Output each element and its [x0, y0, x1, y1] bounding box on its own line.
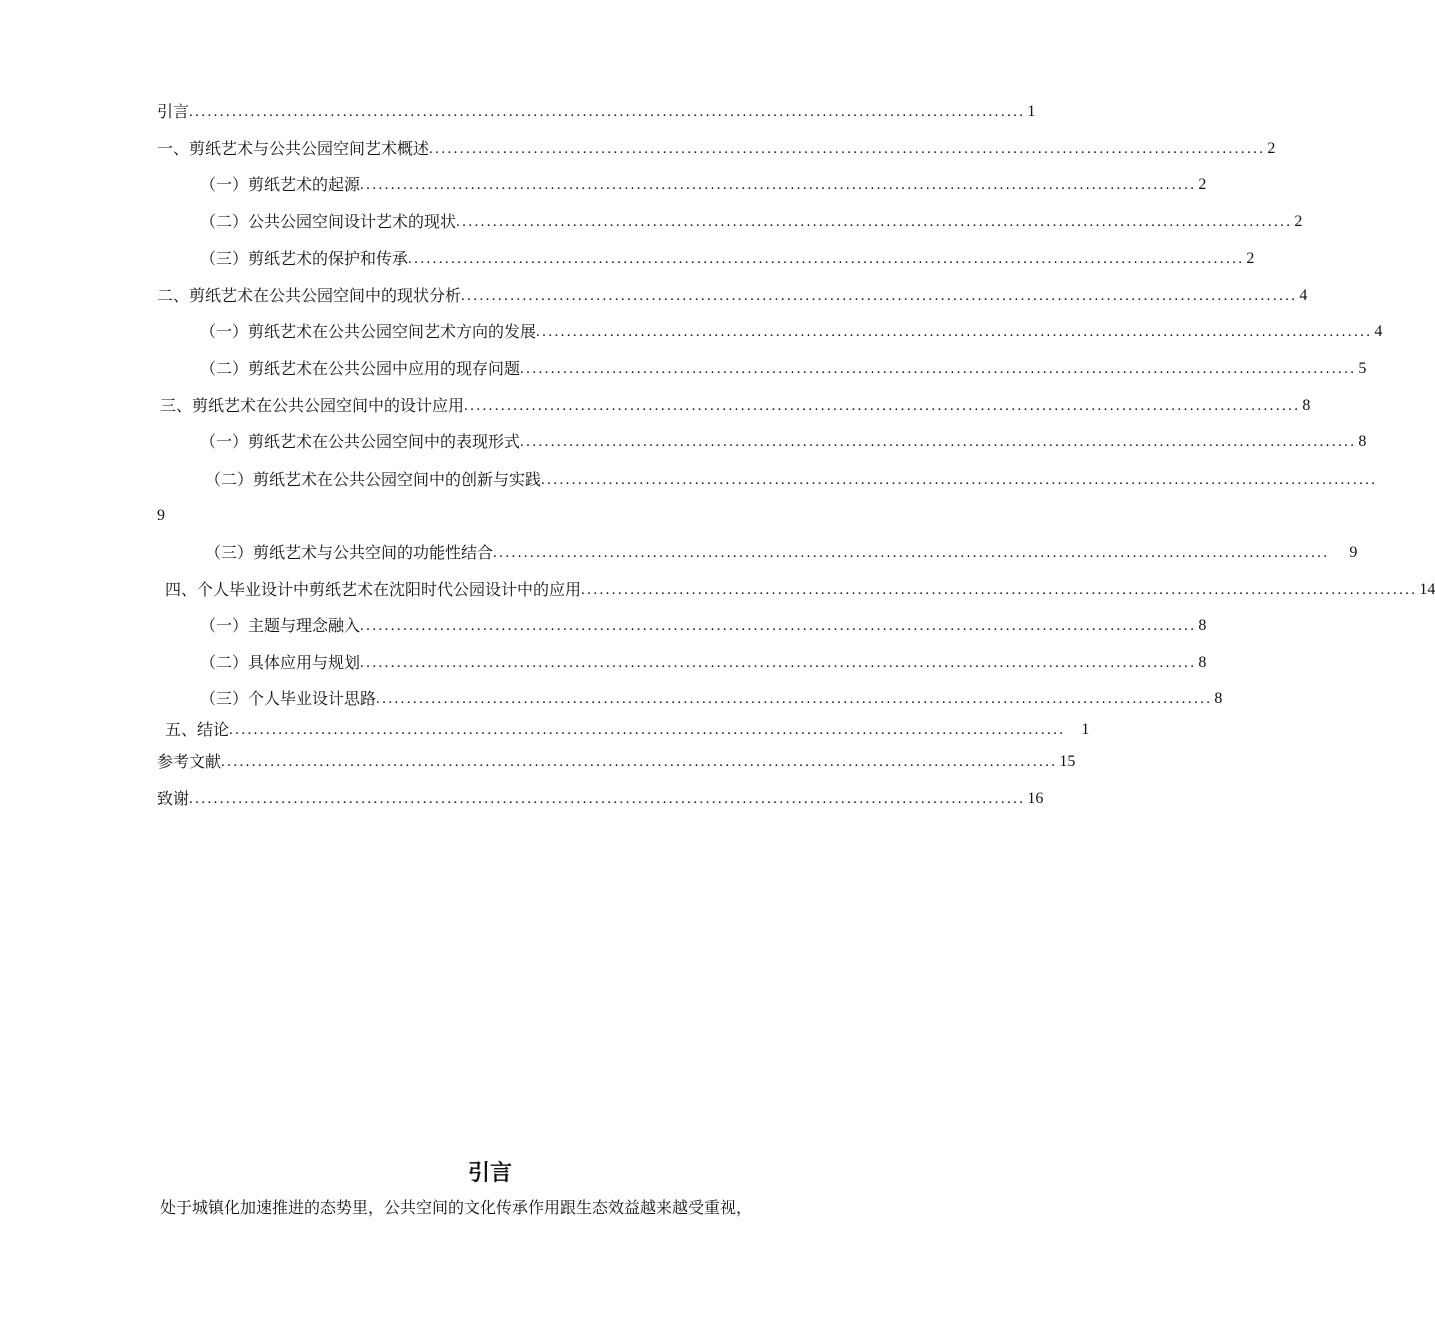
- toc-entry-title: 致谢: [157, 789, 190, 808]
- toc-entry-page: 8: [1198, 654, 1207, 671]
- toc-entry[interactable]: [200, 171, 1207, 195]
- intro-paragraph: 处于城镇化加速推进的态势里，公共空间的文化传承作用跟生态效益越来越受重视，: [160, 1198, 753, 1217]
- toc-leader-dots: ........................................................................................................................................: [376, 691, 1213, 707]
- toc-entry[interactable]: [157, 748, 1076, 772]
- toc-entry[interactable]: [157, 282, 1308, 306]
- toc-entry[interactable]: [165, 576, 1435, 600]
- toc-entry-page: 5: [1358, 360, 1367, 377]
- toc-entry[interactable]: [157, 135, 1276, 159]
- toc-entry-page: 8: [1214, 690, 1223, 707]
- toc-entry-title: （二）剪纸艺术在公共公园中应用的现存问题: [200, 359, 521, 378]
- toc-entry[interactable]: [205, 539, 1358, 563]
- toc-entry-title: （三）个人毕业设计思路: [200, 689, 377, 708]
- toc-entry[interactable]: [200, 649, 1207, 673]
- toc-entry-title: （一）主题与理念融入: [200, 616, 361, 635]
- toc-leader-dots: ........................................................................................................................................: [360, 177, 1197, 193]
- toc-leader-dots: ........................................................................................................................................: [429, 141, 1266, 157]
- toc-leader-dots: ........................................................................................................................................: [520, 434, 1357, 450]
- toc-entry-page: 1: [1027, 103, 1036, 120]
- toc-leader-dots: ........................................................................................................................................: [456, 214, 1293, 230]
- toc-leader-dots: ........................................................................................................................................: [493, 545, 1330, 561]
- intro-heading: 引言: [467, 1161, 512, 1186]
- toc-entry[interactable]: [157, 785, 1044, 809]
- toc-entry-title: （三）剪纸艺术与公共空间的功能性结合: [205, 543, 494, 562]
- toc-entry-page: 4: [1299, 287, 1308, 304]
- toc-entry-page: 15: [1059, 753, 1076, 770]
- toc-entry-title: （一）剪纸艺术在公共公园空间艺术方向的发展: [200, 322, 537, 341]
- toc-leader-dots: ........................................................................................................................................: [189, 104, 1026, 120]
- toc-leader-dots: ........................................................................................................................................: [541, 472, 1378, 488]
- toc-entry[interactable]: [165, 716, 1090, 740]
- toc-leader-dots: ........................................................................................................................................: [536, 324, 1373, 340]
- toc-leader-dots: ........................................................................................................................................: [189, 791, 1026, 807]
- toc-entry-page: 8: [1198, 617, 1207, 634]
- toc-entry[interactable]: [205, 466, 1378, 490]
- toc-leader-dots: ........................................................................................................................................: [581, 582, 1418, 598]
- toc-leader-dots: ........................................................................................................................................: [464, 398, 1301, 414]
- toc-entry-page: 2: [1246, 250, 1255, 267]
- toc-entry-page: 2: [1267, 140, 1276, 157]
- toc-entry-title: 一、剪纸艺术与公共公园空间艺术概述: [157, 139, 430, 158]
- toc-entry-page: 1: [1081, 721, 1090, 738]
- toc-entry-page: 9: [1349, 544, 1358, 561]
- toc-entry-title: （二）剪纸艺术在公共公园空间中的创新与实践: [205, 470, 542, 489]
- toc-entry-title: 三、剪纸艺术在公共公园空间中的设计应用: [160, 396, 465, 415]
- toc-leader-dots: ........................................................................................................................................: [360, 618, 1197, 634]
- toc-entry-page: 2: [1294, 213, 1303, 230]
- toc-entry-page: 8: [1358, 433, 1367, 450]
- toc-entry[interactable]: [200, 685, 1223, 709]
- toc-entry[interactable]: [160, 392, 1311, 416]
- toc-entry-title: （三）剪纸艺术的保护和传承: [200, 249, 409, 268]
- toc-entry[interactable]: [200, 428, 1367, 452]
- toc-leader-dots: ........................................................................................................................................: [520, 361, 1357, 377]
- toc-entry-title: （二）公共公园空间设计艺术的现状: [200, 212, 457, 231]
- toc-entry-title: 四、个人毕业设计中剪纸艺术在沈阳时代公园设计中的应用: [165, 580, 582, 599]
- toc-entry-page: 14: [1419, 581, 1435, 598]
- toc-leader-dots: ........................................................................................................................................: [229, 722, 1066, 738]
- toc-entry-title: 二、剪纸艺术在公共公园空间中的现状分析: [157, 286, 462, 305]
- toc-entry[interactable]: [200, 318, 1383, 342]
- toc-leader-dots: ........................................................................................................................................: [461, 288, 1298, 304]
- toc-entry-title: 参考文献: [157, 752, 222, 771]
- toc-entry-page: 4: [1374, 323, 1383, 340]
- toc-entry-page: 9: [157, 507, 165, 524]
- toc-entry-page: 8: [1302, 397, 1311, 414]
- toc-leader-dots: ........................................................................................................................................: [408, 251, 1245, 267]
- toc-entry[interactable]: [200, 355, 1367, 379]
- toc-entry-title: （一）剪纸艺术的起源: [200, 175, 361, 194]
- toc-leader-dots: ........................................................................................................................................: [360, 655, 1197, 671]
- toc-entry-page: 16: [1027, 790, 1044, 807]
- toc-entry[interactable]: [157, 98, 1036, 122]
- toc-entry-title: 五、结论: [165, 720, 230, 739]
- toc-leader-dots: ........................................................................................................................................: [221, 754, 1058, 770]
- toc-entry[interactable]: [200, 612, 1207, 636]
- toc-entry-page: 2: [1198, 176, 1207, 193]
- toc-entry-title: （二）具体应用与规划: [200, 653, 361, 672]
- toc-entry-title: 引言: [157, 102, 190, 121]
- toc-entry-title: （一）剪纸艺术在公共公园空间中的表现形式: [200, 432, 521, 451]
- toc-entry[interactable]: [200, 208, 1303, 232]
- toc-entry[interactable]: [200, 245, 1255, 269]
